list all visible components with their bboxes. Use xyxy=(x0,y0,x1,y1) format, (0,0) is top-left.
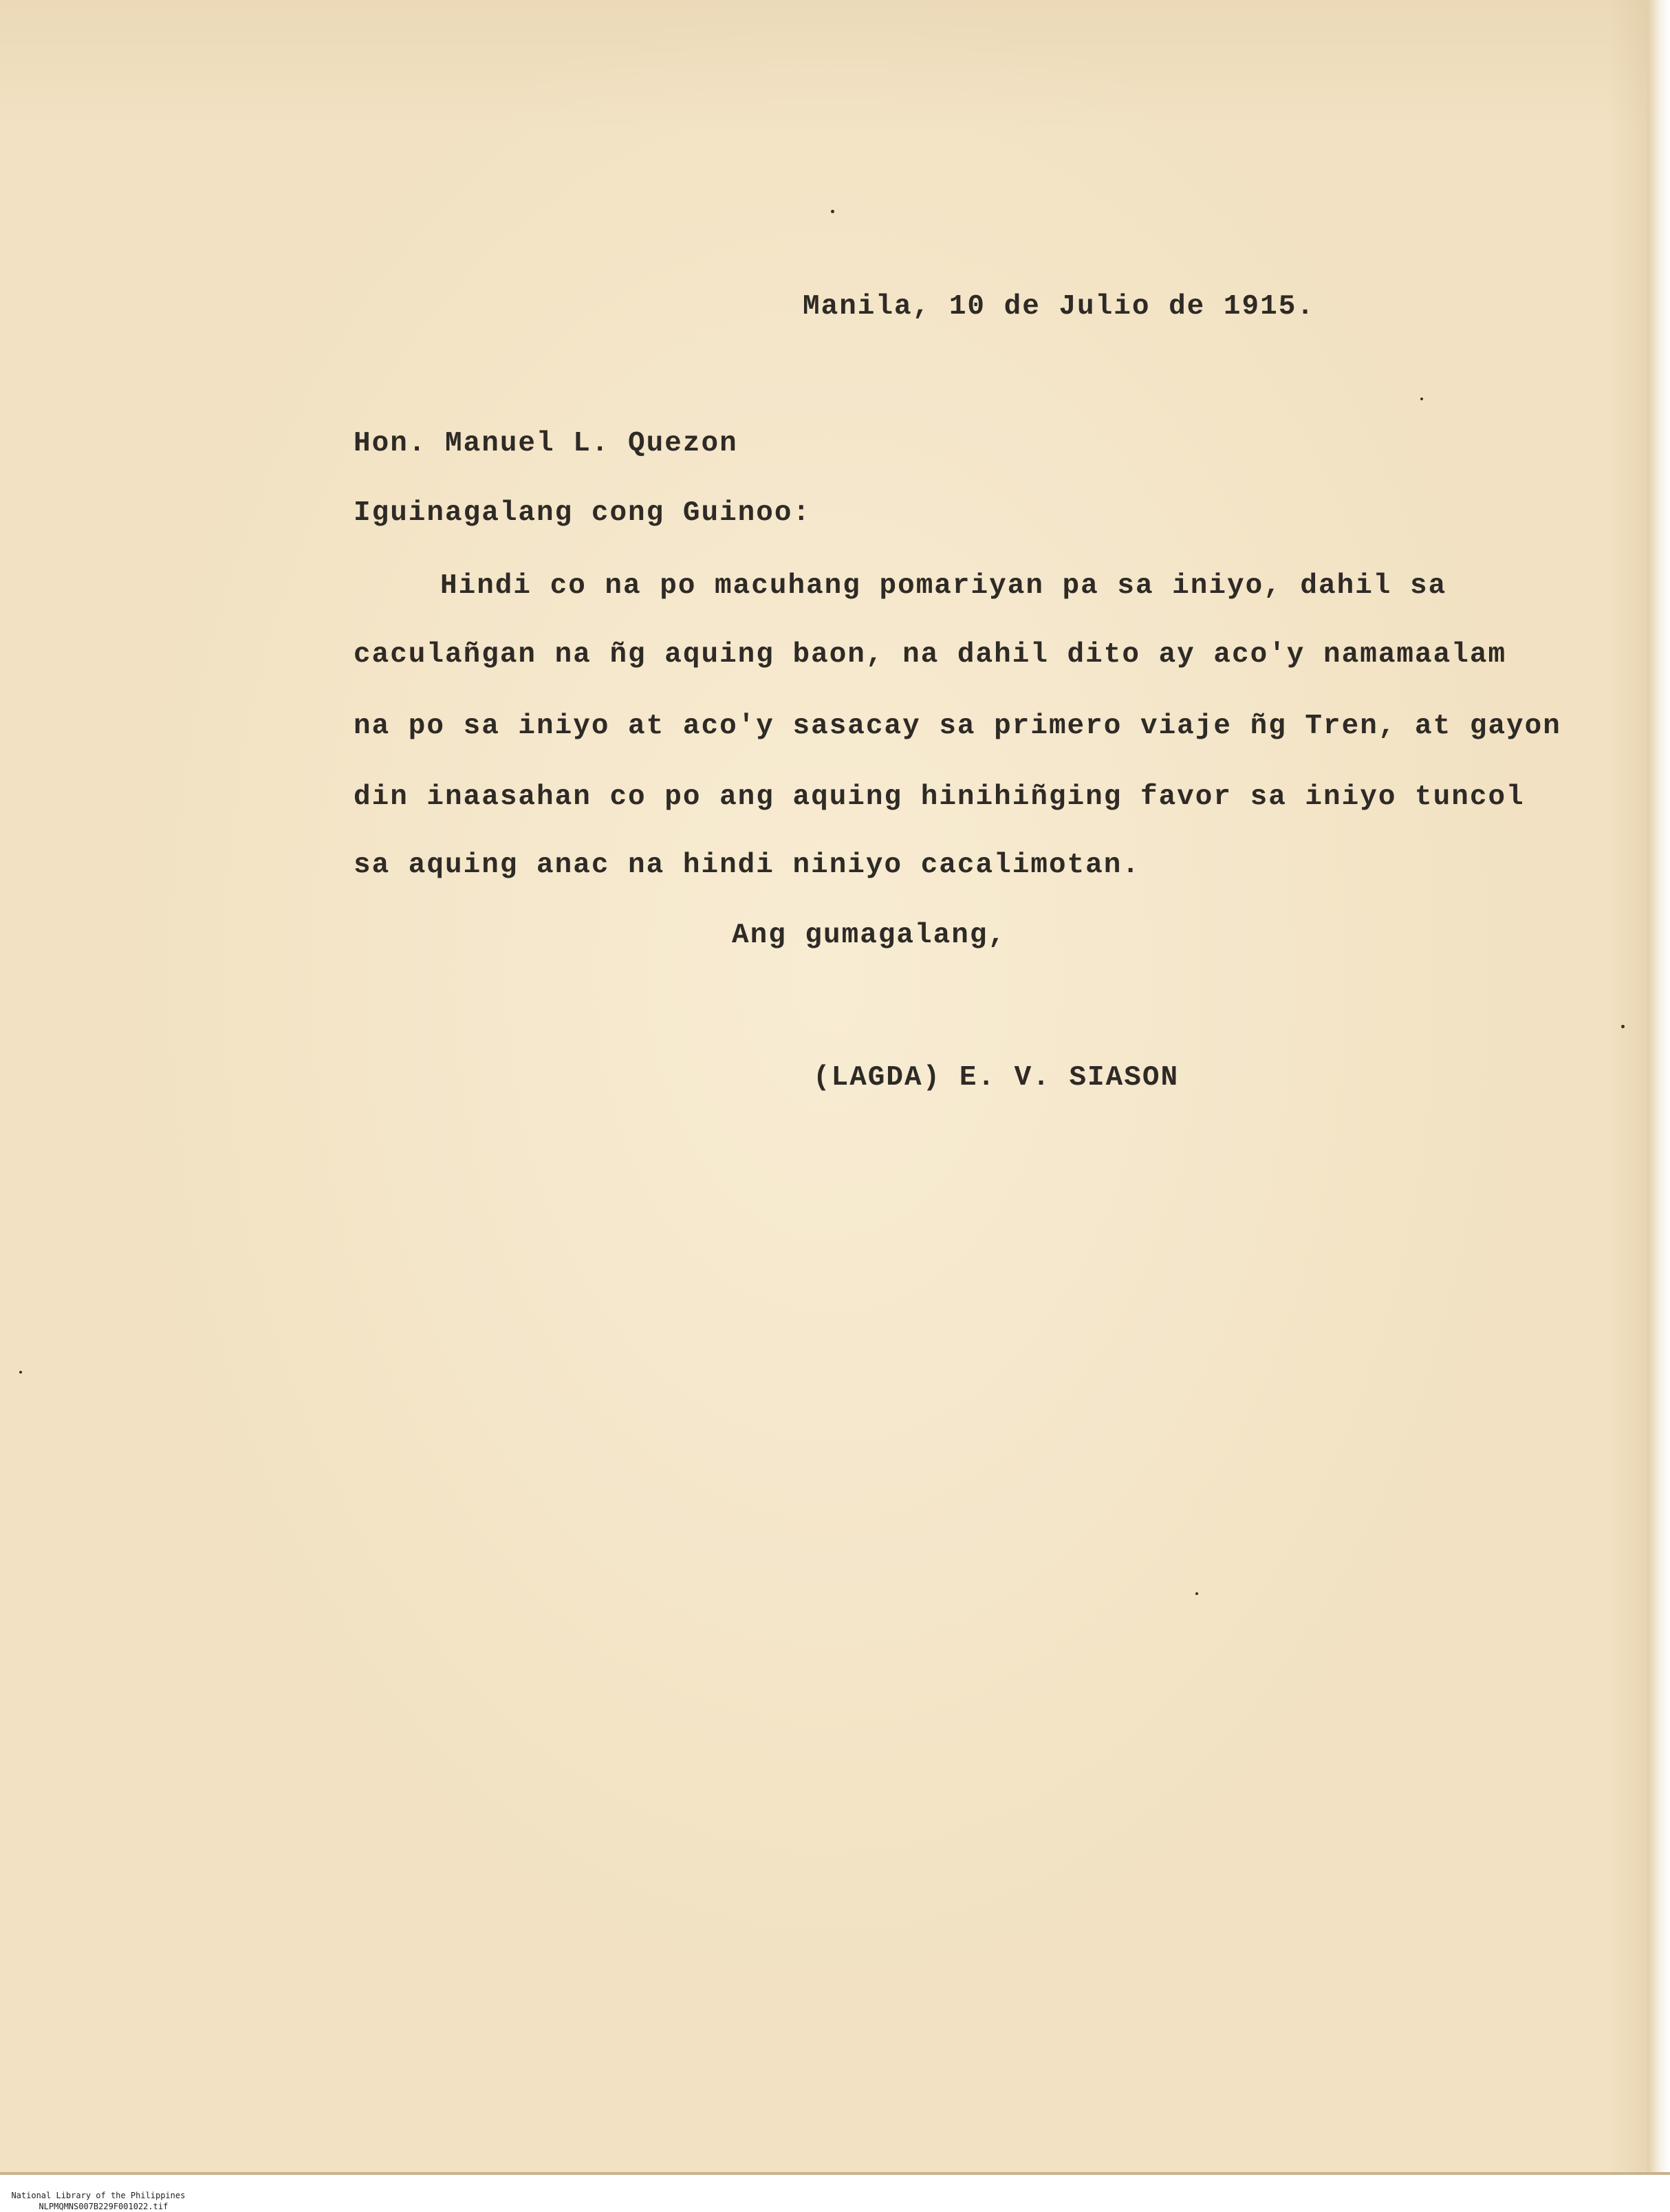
letter-body-line: sa aquing anac na hindi niniyo cacalimotan. xyxy=(354,849,1140,881)
letter-body-line: caculañgan na ñg aquing baon, na dahil dito ay aco'y namamaalam xyxy=(354,639,1507,671)
letter-recipient: Hon. Manuel L. Quezon xyxy=(354,428,738,459)
letter-signature: (LAGDA) E. V. SIASON xyxy=(813,1062,1180,1094)
letter-body-line: na po sa iniyo at aco'y sasacay sa primero viaje ñg Tren, at gayon xyxy=(354,711,1561,742)
paper-speck xyxy=(1420,398,1423,400)
paper-speck xyxy=(1621,1025,1625,1028)
letter-closing: Ang gumagalang, xyxy=(732,920,1007,951)
letter-body-line: din inaasahan co po ang aquing hinihiñging favor sa iniyo tuncol xyxy=(354,781,1525,813)
letter-salutation: Iguinagalang cong Guinoo: xyxy=(354,497,812,529)
letter-body-line: Hindi co na po macuhang pomariyan pa sa iniyo, dahil sa xyxy=(440,570,1447,602)
letter-dateline: Manila, 10 de Julio de 1915. xyxy=(803,291,1315,323)
paper-speck xyxy=(1195,1592,1198,1595)
paper-speck xyxy=(831,210,834,213)
paper-speck xyxy=(19,1371,22,1374)
paper-bottom-edge xyxy=(0,2172,1670,2175)
footer-filename: NLPMQMNS007B229F001022.tif xyxy=(39,2202,169,2211)
scan-footer xyxy=(1,2179,827,2211)
paper-right-edge xyxy=(1647,0,1670,2173)
footer-institution: National Library of the Philippines xyxy=(11,2191,186,2200)
